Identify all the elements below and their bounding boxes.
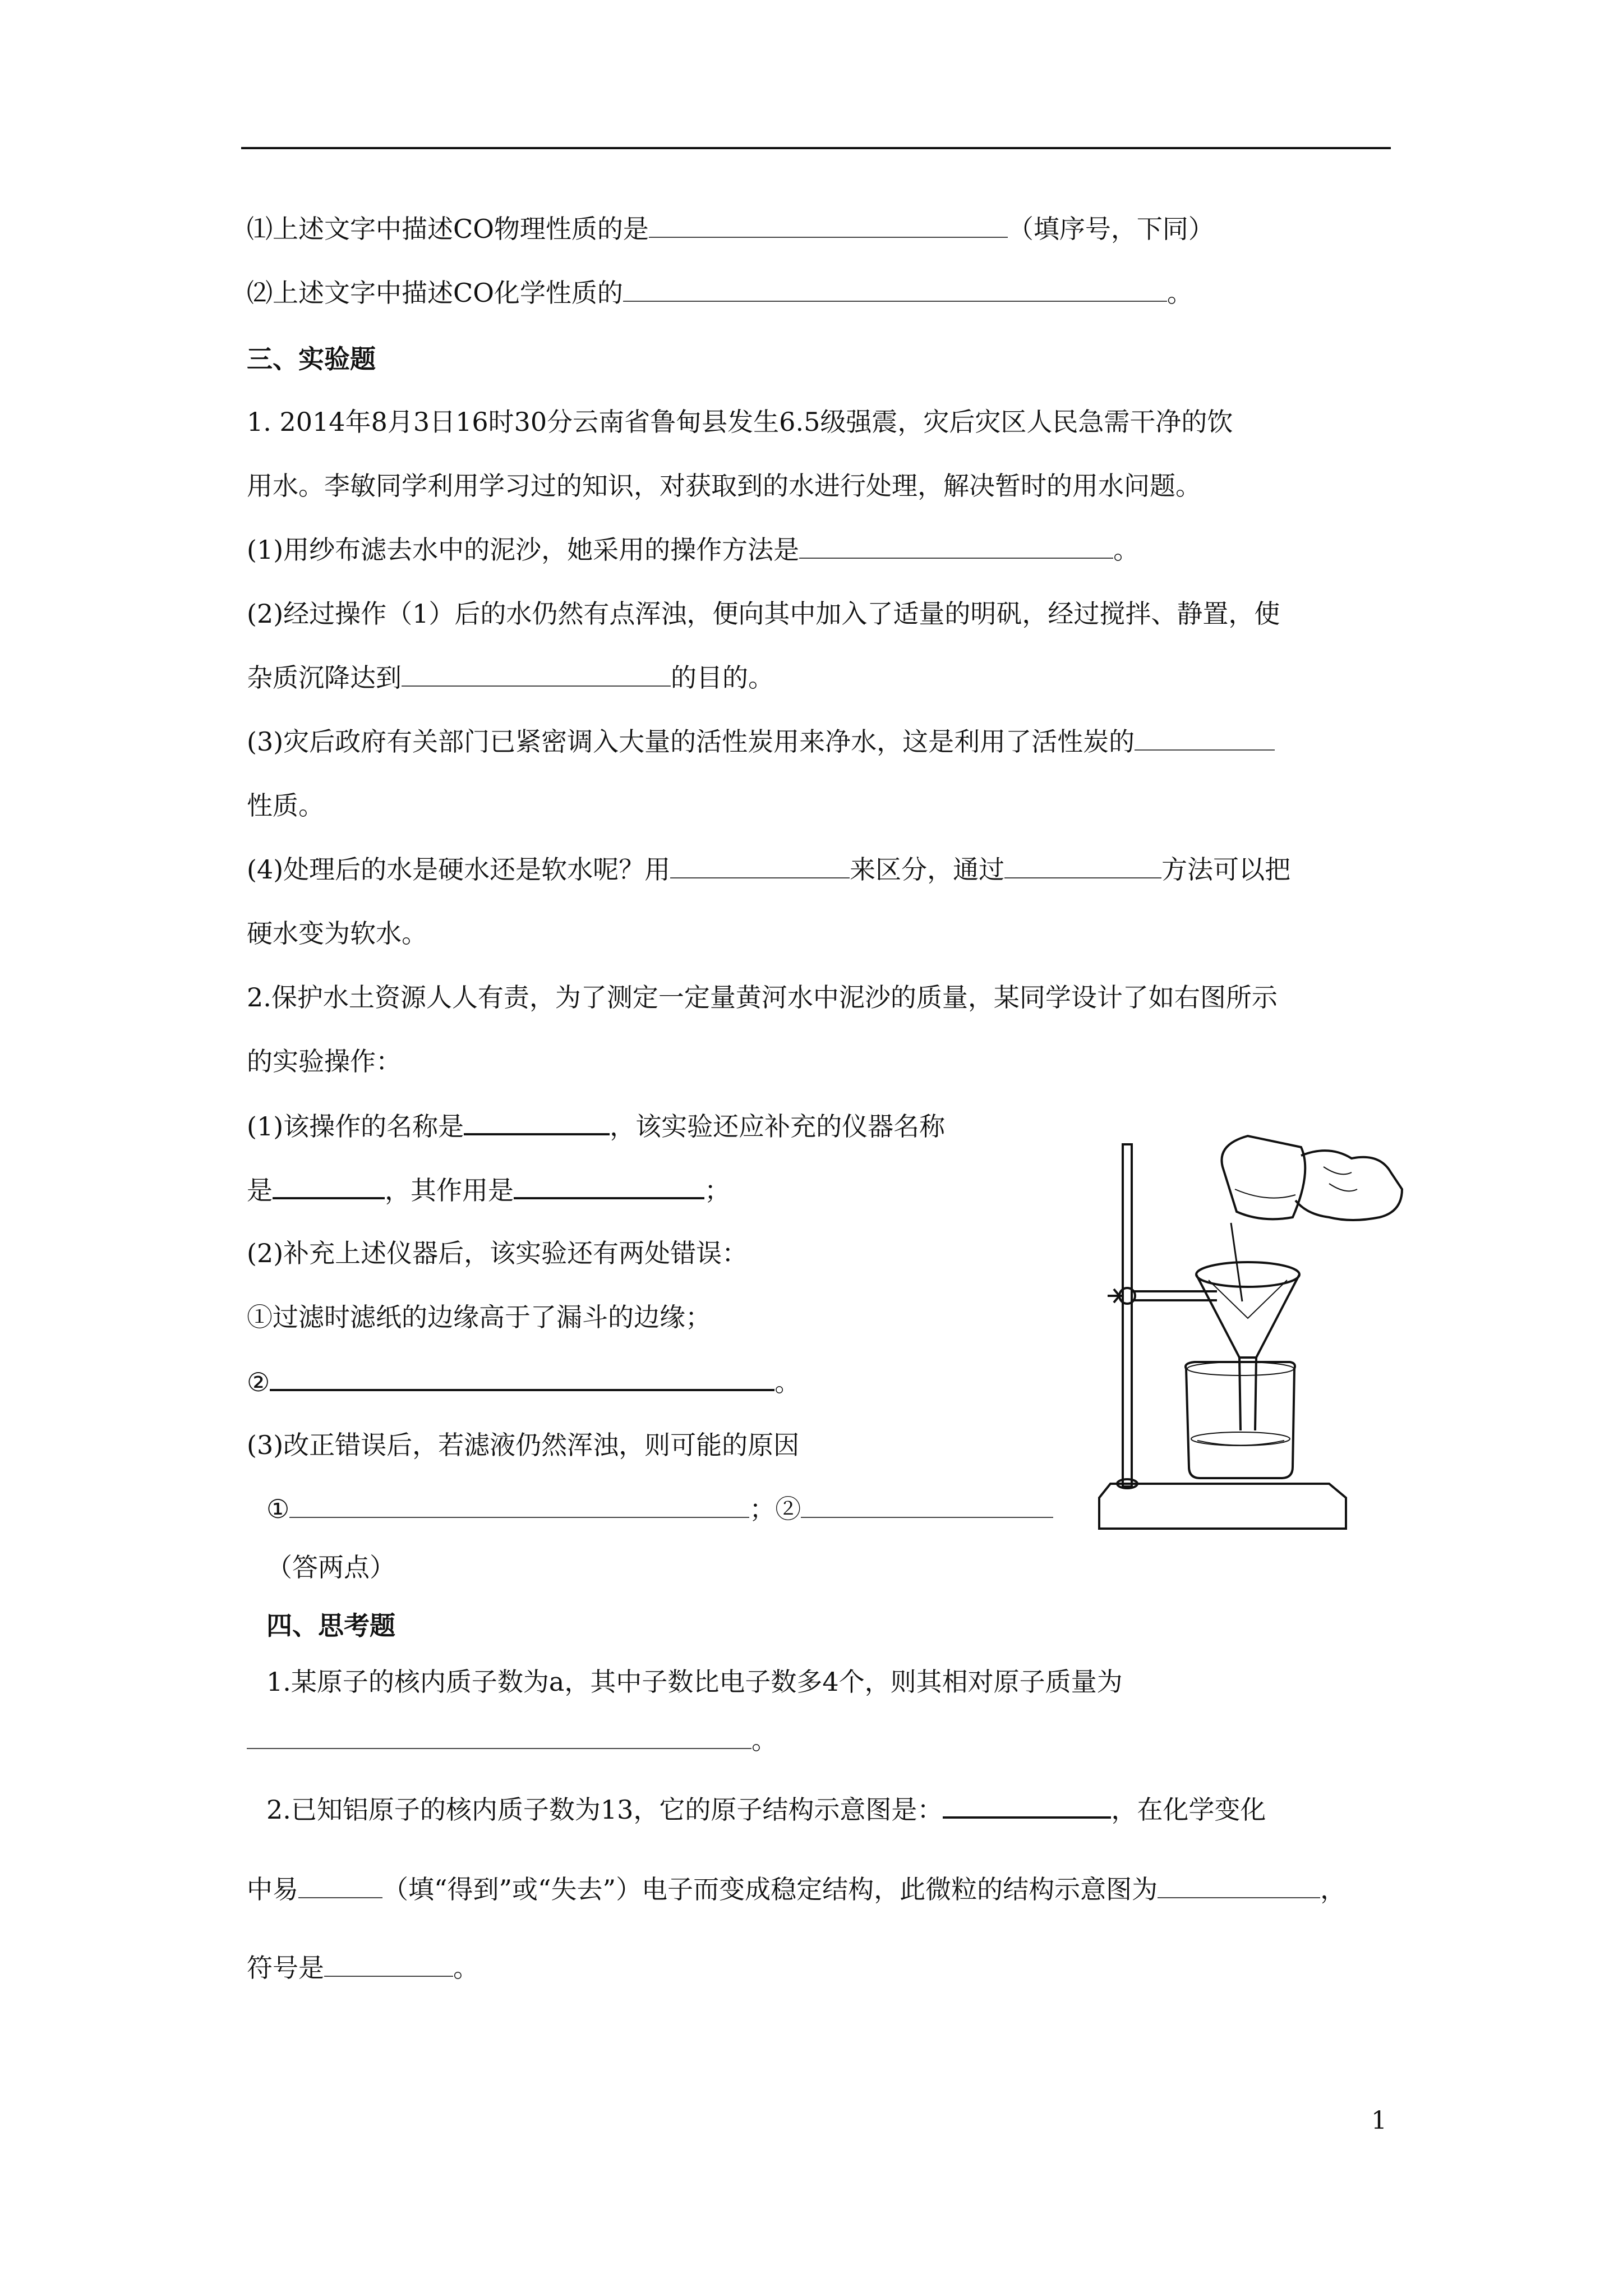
thinking-question-1: 1.某原子的核内质子数为a，其中子数比电子数多4个，则其相对原子质量为: [266, 1667, 1123, 1697]
co-chemical-line: ⑵上述文字中描述CO化学性质的 。: [247, 276, 1193, 310]
stand-clamp: [1108, 1291, 1217, 1300]
question-1-part-1: (1)用纱布滤去水中的泥沙，她采用的操作方法是 。: [247, 533, 1139, 567]
answer-blank[interactable]: [298, 1872, 382, 1898]
answer-blank[interactable]: [247, 1723, 751, 1749]
answer-blank[interactable]: [1158, 1872, 1320, 1898]
co-physical-line: ⑴上述文字中描述CO物理性质的是 （填序号，下同）: [247, 212, 1214, 246]
header-rule: [241, 147, 1391, 149]
section-heading-experiment: 三、实验题: [247, 344, 376, 374]
question-1-part-3b: 性质。: [247, 790, 324, 821]
question-2-error-1: ①过滤时滤纸的边缘高于了漏斗的边缘；: [247, 1302, 711, 1332]
answer-blank[interactable]: [943, 1792, 1111, 1819]
stand-base: [1099, 1484, 1346, 1529]
thinking-question-2-line-1: 2.已知铝原子的核内质子数为13，它的原子结构示意图是： ，在化学变化: [266, 1792, 1266, 1826]
pouring-beaker: [1221, 1136, 1305, 1219]
answer-blank[interactable]: [1004, 853, 1161, 878]
answer-blank[interactable]: [649, 212, 1008, 238]
answer-blank[interactable]: [623, 276, 1167, 302]
question-1-part-2b: 杂质沉降达到 的目的。: [247, 661, 774, 694]
question-1-part-2a: (2)经过操作（1）后的水仍然有点浑浊，便向其中加入了适量的明矾，经过搅拌、静置，使: [247, 599, 1280, 629]
question-1-part-4b: 硬水变为软水。: [247, 918, 427, 949]
answer-blank[interactable]: [464, 1108, 610, 1135]
question-1-part-3a: (3)灾后政府有关部门已紧密调入大量的活性炭用来净水，这是利用了活性炭的: [247, 725, 1275, 758]
question-1-line-1: 1. 2014年8月3日16时30分云南省鲁甸县发生6.5级强震，灾后灾区人民急需干净的饮: [247, 407, 1233, 437]
question-2-note: （答两点）: [266, 1552, 395, 1582]
stand-rod: [1123, 1144, 1132, 1487]
question-2-line-2: 的实验操作：: [247, 1046, 402, 1076]
thinking-question-2-line-3: 符号是 。: [247, 1951, 479, 1985]
thinking-question-1-answer: 。: [247, 1723, 777, 1757]
question-1-line-2: 用水。李敏同学利用学习过的知识，对获取到的水进行处理，解决暂时的用水问题。: [247, 471, 1201, 501]
question-2-part-2: (2)补充上述仪器后，该实验还有两处错误：: [247, 1238, 748, 1268]
answer-blank[interactable]: [799, 533, 1113, 559]
page-number: 1: [1371, 2106, 1387, 2135]
answer-blank[interactable]: [273, 1172, 385, 1199]
answer-blank[interactable]: [670, 853, 850, 878]
answer-blank[interactable]: [402, 661, 671, 687]
question-2-line-1: 2.保护水土资源人人有责，为了测定一定量黄河水中泥沙的质量，某同学设计了如右图所示: [247, 982, 1278, 1013]
thinking-question-2-line-2: 中易 （填“得到”或“失去”）电子而变成稳定结构，此微粒的结构示意图为 ，: [247, 1872, 1346, 1906]
question-1-part-4a: (4)处理后的水是硬水还是软水呢？用 来区分，通过 方法可以把: [247, 853, 1290, 886]
answer-blank[interactable]: [324, 1951, 453, 1977]
answer-blank[interactable]: [1135, 725, 1275, 751]
filtration-apparatus-illustration: [1088, 1133, 1424, 1548]
question-2-part-3: (3)改正错误后，若滤液仍然浑浊，则可能的原因: [247, 1430, 800, 1460]
question-2-part-1b: 是 ，其作用是 ；: [247, 1172, 730, 1207]
funnel-stem: [1239, 1358, 1256, 1430]
question-2-reasons: ① ；②: [266, 1492, 1053, 1526]
answer-blank[interactable]: [289, 1492, 749, 1518]
answer-blank[interactable]: [514, 1172, 704, 1199]
question-2-error-2: ② 。: [247, 1364, 800, 1399]
answer-blank[interactable]: [270, 1364, 774, 1391]
question-2-part-1a: (1)该操作的名称是 ，该实验还应补充的仪器名称: [247, 1108, 945, 1143]
filtrate-level: [1191, 1432, 1290, 1446]
section-heading-thinking: 四、思考题: [266, 1611, 395, 1641]
hand: [1295, 1151, 1402, 1220]
answer-blank[interactable]: [801, 1492, 1053, 1518]
